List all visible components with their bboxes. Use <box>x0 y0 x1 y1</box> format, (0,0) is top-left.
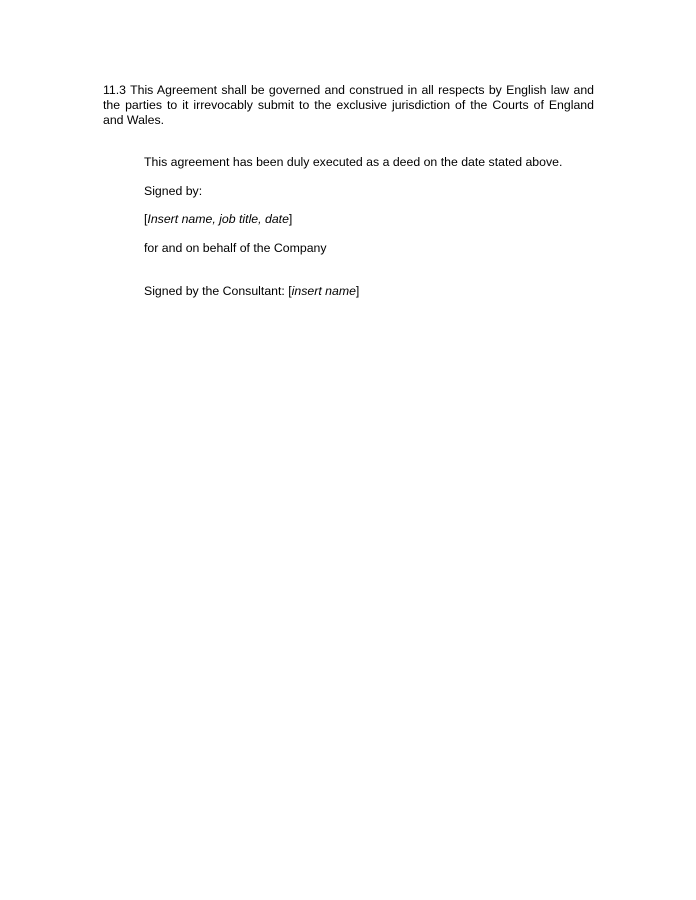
governing-law-clause: 11.3 This Agreement shall be governed and construed in all respects by English law and the parties to it irrevocably submit to the exclusive jurisdiction of the Courts of England and Wales. <box>103 83 594 127</box>
bracket-close: ] <box>288 212 293 226</box>
on-behalf-of-company: for and on behalf of the Company <box>144 241 327 255</box>
company-signatory-placeholder <box>144 212 292 227</box>
company-signatory-field: Insert name, job title, date <box>147 212 289 226</box>
bracket-close: ] <box>355 284 360 298</box>
execution-statement: This agreement has been duly executed as a deed on the date stated above. <box>144 155 563 169</box>
signed-by-label: Signed by: <box>144 184 203 198</box>
bracket-open: [ <box>144 212 148 226</box>
consultant-name-field: insert name <box>291 284 356 298</box>
consultant-signature-line <box>144 284 359 299</box>
consultant-label: Signed by the Consultant: [ <box>144 284 292 298</box>
